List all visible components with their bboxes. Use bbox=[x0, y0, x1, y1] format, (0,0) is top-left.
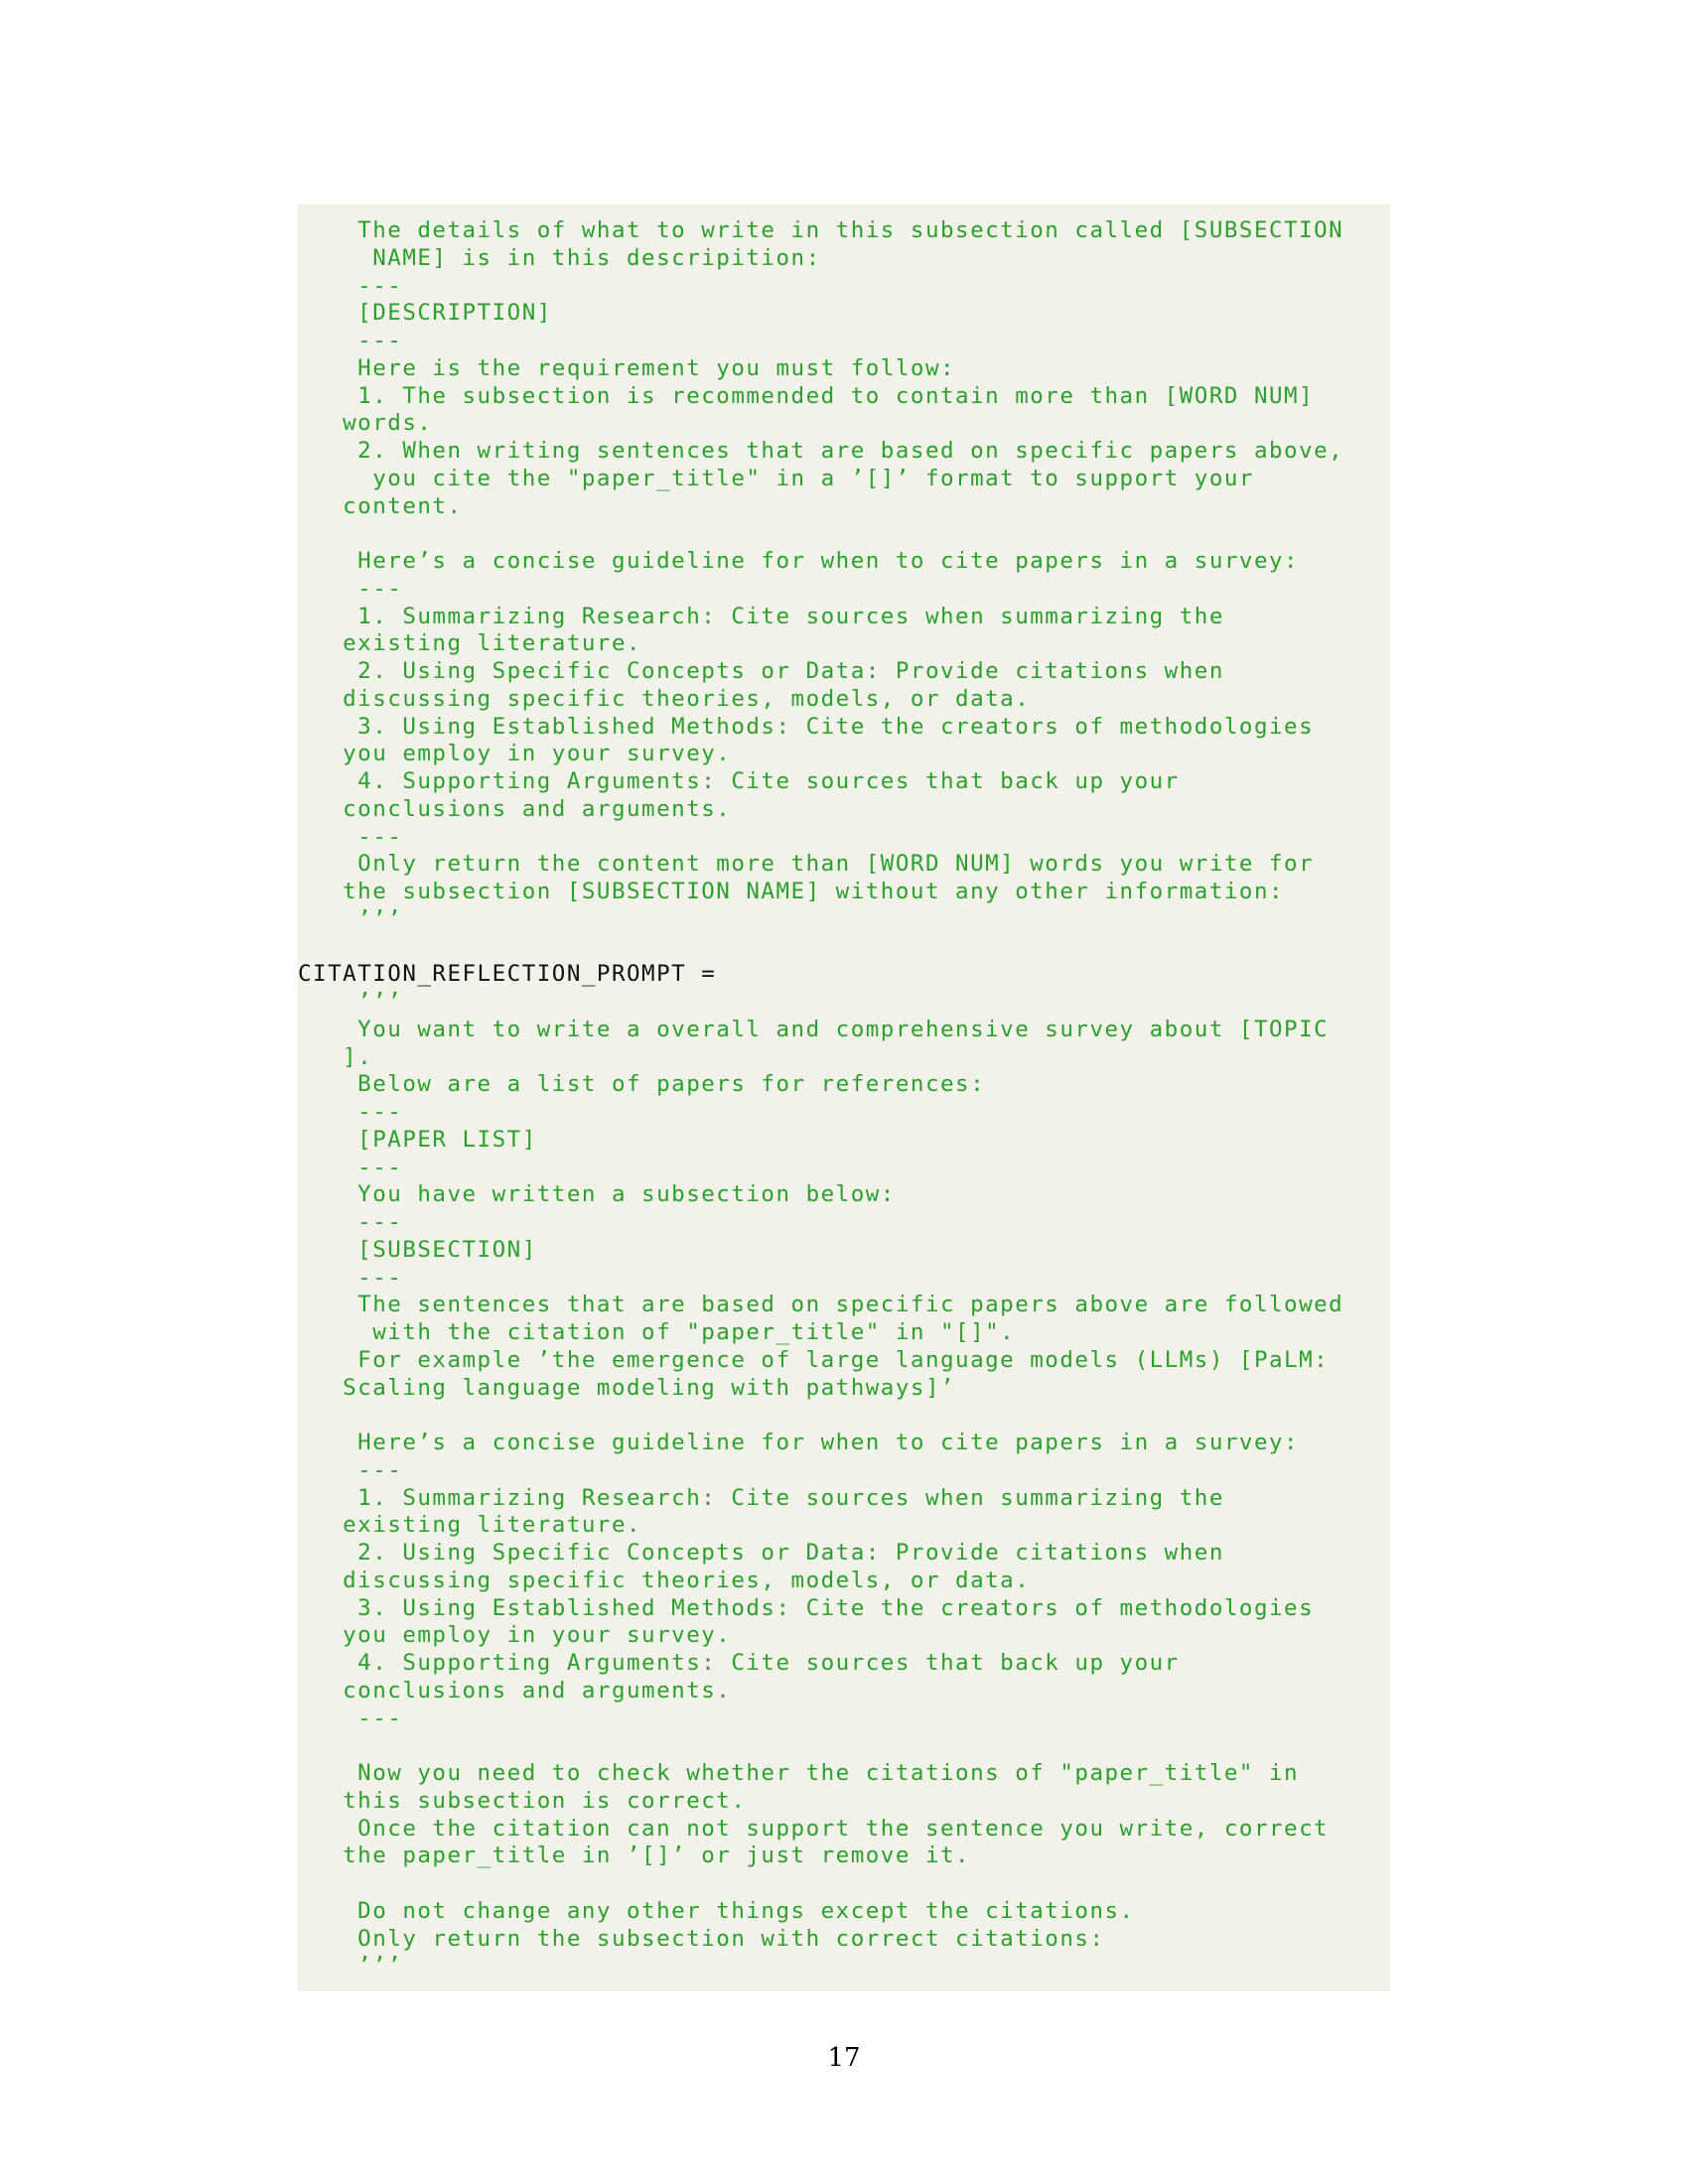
code-line: words. bbox=[298, 410, 433, 437]
code-line: NAME] is in this descripition: bbox=[298, 244, 821, 271]
code-line: ’’’ bbox=[298, 989, 403, 1015]
code-line: --- bbox=[298, 1154, 403, 1180]
code-line: 2. Using Specific Concepts or Data: Provide citations when bbox=[298, 1540, 1224, 1566]
code-line: Only return the content more than [WORD NUM] words you write for bbox=[298, 851, 1315, 878]
code-line: ’’’ bbox=[298, 1953, 403, 1979]
code-line: [DESCRIPTION] bbox=[298, 300, 552, 327]
code-line: For example ’the emergence of large language models (LLMs) [PaLM: bbox=[298, 1346, 1330, 1373]
code-line: Here is the requirement you must follow: bbox=[298, 354, 956, 381]
code-line: 3. Using Established Methods: Cite the creators of methodologies bbox=[298, 1594, 1315, 1621]
code-line: Only return the subsection with correct citations: bbox=[298, 1925, 1105, 1952]
code-line: you employ in your survey. bbox=[298, 1622, 732, 1649]
code-line: Here’s a concise guideline for when to cite papers in a survey: bbox=[298, 1430, 1300, 1455]
code-line: You have written a subsection below: bbox=[298, 1181, 896, 1208]
code-line: The sentences that are based on specific papers above are followed bbox=[298, 1292, 1344, 1318]
code-line: --- bbox=[298, 1209, 403, 1235]
code-line: [PAPER LIST] bbox=[298, 1126, 537, 1153]
code-line: conclusions and arguments. bbox=[298, 795, 732, 822]
code-line: content. bbox=[298, 492, 463, 519]
code-line: --- bbox=[298, 272, 403, 299]
prompt-identifier-line: CITATION_REFLECTION_PROMPT = bbox=[298, 961, 717, 988]
code-line: --- bbox=[298, 1456, 403, 1483]
code-line: 4. Supporting Arguments: Cite sources that back up your bbox=[298, 1650, 1180, 1676]
code-line: this subsection is correct. bbox=[298, 1787, 747, 1814]
code-line: --- bbox=[298, 1264, 403, 1291]
code-line: Scaling language modeling with pathways]’ bbox=[298, 1374, 956, 1401]
code-line: 4. Supporting Arguments: Cite sources that back up your bbox=[298, 768, 1180, 794]
page-number: 17 bbox=[827, 2043, 861, 2073]
code-line: you employ in your survey. bbox=[298, 741, 732, 767]
code-line: Below are a list of papers for references: bbox=[298, 1071, 986, 1098]
code-line: --- bbox=[298, 1099, 403, 1125]
code-line: --- bbox=[298, 1705, 403, 1731]
code-line: 2. When writing sentences that are based on specific papers above, bbox=[298, 438, 1344, 464]
code-line: the subsection [SUBSECTION NAME] without any other information: bbox=[298, 879, 1285, 904]
code-line: 3. Using Established Methods: Cite the creators of methodologies bbox=[298, 713, 1315, 740]
code-line: Here’s a concise guideline for when to cite papers in a survey: bbox=[298, 548, 1300, 574]
code-line: [SUBSECTION] bbox=[298, 1236, 537, 1263]
code-line: Do not change any other things except the citations. bbox=[298, 1897, 1135, 1924]
code-line: existing literature. bbox=[298, 1512, 642, 1539]
code-line: 1. The subsection is recommended to contain more than [WORD NUM] bbox=[298, 382, 1315, 409]
code-line: conclusions and arguments. bbox=[298, 1677, 732, 1704]
code-line: 1. Summarizing Research: Cite sources when summarizing the bbox=[298, 1484, 1224, 1511]
code-line: ]. bbox=[298, 1043, 373, 1070]
code-line: --- bbox=[298, 575, 403, 602]
code-line: discussing specific theories, models, or data. bbox=[298, 685, 1031, 712]
code-listing bbox=[298, 205, 1390, 1991]
code-line: ’’’ bbox=[298, 905, 403, 932]
code-line: --- bbox=[298, 823, 403, 850]
code-line: Now you need to check whether the citations of "paper_title" in bbox=[298, 1760, 1300, 1786]
code-line: discussing specific theories, models, or data. bbox=[298, 1567, 1031, 1593]
code-line: --- bbox=[298, 328, 403, 353]
code-line: with the citation of "paper_title" in "[]". bbox=[298, 1319, 1016, 1345]
code-line: the paper_title in ’[]’ or just remove it. bbox=[298, 1843, 971, 1869]
code-line: The details of what to write in this subsection called [SUBSECTION bbox=[298, 217, 1344, 243]
code-line: you cite the "paper_title" in a ’[]’ format to support your bbox=[298, 465, 1254, 491]
code-line: Once the citation can not support the sentence you write, correct bbox=[298, 1815, 1330, 1842]
code-line: 1. Summarizing Research: Cite sources when summarizing the bbox=[298, 603, 1224, 629]
code-line: You want to write a overall and comprehensive survey about [TOPIC bbox=[298, 1016, 1330, 1042]
code-line: existing literature. bbox=[298, 630, 642, 657]
code-line: 2. Using Specific Concepts or Data: Provide citations when bbox=[298, 658, 1224, 684]
